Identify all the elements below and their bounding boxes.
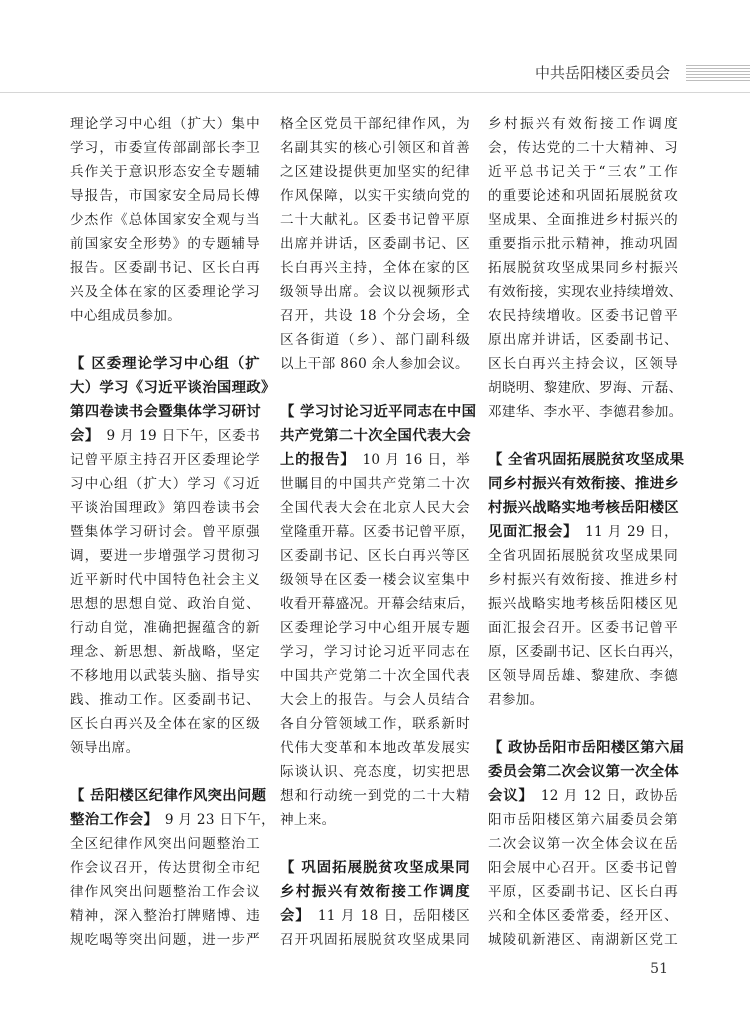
text-line	[280, 544, 470, 568]
text-line	[280, 904, 470, 928]
text-line	[488, 280, 683, 304]
body-text: 调，要进一步增强学习贯彻习	[70, 548, 260, 564]
text-line	[70, 520, 260, 544]
text-line	[70, 448, 260, 472]
body-text: 领导出席。	[70, 740, 140, 756]
text-line	[70, 856, 260, 880]
text-line	[280, 256, 470, 280]
body-text: 前国家安全形势》的专题辅导	[70, 236, 260, 252]
entry-heading: 共产党第二十次全国代表大会	[280, 428, 471, 444]
text-line	[280, 808, 470, 832]
text-line	[488, 928, 678, 952]
text-line	[488, 640, 683, 664]
body-text: 区委理论学习中心组开展专题	[280, 620, 470, 636]
text-line	[280, 352, 470, 376]
body-text: 践、推动工作。区委副书记、	[70, 692, 260, 708]
entry-heading: 上的报告】	[280, 452, 349, 468]
body-text: 兵作关于意识形态安全专题辅	[70, 164, 260, 180]
paragraph-gap	[488, 712, 678, 736]
text-line	[280, 616, 470, 640]
text-line	[70, 256, 260, 280]
header-rule	[0, 92, 750, 93]
body-text: 级领导出席。会议以视频形式	[280, 284, 470, 300]
text-line	[280, 184, 470, 208]
body-text: 11 月 18 日，岳阳楼区	[303, 908, 471, 924]
body-text: 规吃喝等突出问题，进一步严	[70, 932, 260, 948]
entry-heading: 【 学习讨论习近平同志在中国	[280, 404, 477, 420]
body-text: 级领导在区委一楼会议室集中	[280, 572, 470, 588]
text-line	[488, 592, 678, 616]
entry-heading: 委员会第二次会议第一次全体	[488, 764, 679, 780]
text-line	[280, 136, 470, 160]
text-line	[488, 664, 678, 688]
entry-heading: 会】	[280, 908, 304, 924]
paragraph-gap	[70, 328, 260, 352]
text-line	[488, 160, 678, 184]
body-text: 区各街道（乡）、部门副科级	[280, 332, 470, 348]
paragraph-gap	[280, 376, 470, 400]
body-text: 平原，区委副书记、区长白再	[488, 884, 678, 900]
body-text: 导报告，市国家安全局局长傅	[70, 188, 260, 204]
text-line	[488, 760, 678, 784]
body-text: 堂隆重开幕。区委书记曾平原，	[280, 524, 475, 540]
text-line	[70, 232, 260, 256]
text-line	[280, 232, 470, 256]
text-line	[280, 448, 470, 472]
text-line	[488, 688, 678, 712]
body-text: 乡村振兴有效衔接工作调度	[488, 116, 678, 132]
text-line	[70, 592, 260, 616]
text-line	[280, 328, 470, 352]
text-line	[280, 568, 470, 592]
entry-heading: 【 区委理论学习中心组（扩	[70, 356, 260, 372]
text-line	[70, 688, 260, 712]
text-line	[70, 304, 260, 328]
body-text: 世瞩目的中国共产党第二十次	[280, 476, 470, 492]
text-line	[280, 304, 470, 328]
entry-heading: 【 政协岳阳市岳阳楼区第六届	[488, 740, 685, 756]
body-text: 拓展脱贫攻坚成果同乡村振兴	[488, 260, 678, 276]
header-decorative-lines	[686, 65, 750, 83]
text-line	[70, 352, 260, 376]
text-line	[488, 856, 678, 880]
body-text: 报告。区委副书记、区长白再	[70, 260, 260, 276]
text-line	[488, 448, 685, 472]
body-text: 习中心组（扩大）学习《习近	[70, 476, 260, 492]
text-line	[280, 664, 470, 688]
body-text: 9 月 19 日下午，区委书	[92, 428, 260, 444]
text-line	[488, 544, 678, 568]
text-line	[488, 616, 678, 640]
text-line	[280, 160, 470, 184]
body-text: 原出席并讲话，区委副书记、	[488, 332, 678, 348]
text-line	[70, 544, 260, 568]
text-line	[488, 496, 678, 520]
text-column-2	[280, 112, 477, 952]
text-line	[70, 400, 260, 424]
text-line	[488, 904, 678, 928]
body-text: 区领导周岳雄、黎建欣、李德	[488, 668, 678, 684]
body-text: 9 月 23 日下午，	[150, 812, 276, 828]
text-line	[70, 784, 267, 808]
text-column-1	[70, 112, 276, 952]
body-text: 理念、新思想、新战略，坚定	[70, 644, 260, 660]
body-text: 二十大献礼。区委书记曾平原	[280, 212, 470, 228]
entry-heading: 第四卷读书会暨集体学习研讨	[70, 404, 261, 420]
entry-heading: 会】	[70, 428, 93, 444]
text-line	[70, 424, 260, 448]
entry-heading: 【 巩固拓展脱贫攻坚成果同	[280, 860, 470, 876]
body-text: 中心组成员参加。	[70, 308, 182, 324]
text-line	[70, 640, 260, 664]
text-line	[70, 928, 260, 952]
entry-heading: 整治工作会】	[70, 812, 151, 828]
text-line	[70, 808, 276, 832]
text-line	[488, 232, 678, 256]
body-text: 学习，市委宣传部副部长李卫	[70, 140, 260, 156]
text-line	[70, 568, 260, 592]
body-text: 近平新时代中国特色社会主义	[70, 572, 260, 588]
body-text: 各自分管领域工作，联系新时	[280, 716, 470, 732]
body-text: 11 月 29 日，	[570, 524, 678, 540]
text-line	[70, 280, 260, 304]
body-text: 作风保障，以实干实绩向党的	[280, 188, 470, 204]
body-text: 原，区委副书记、区长白再兴，	[488, 644, 683, 660]
body-text: 长白再兴主持，全体在家的区	[280, 260, 470, 276]
body-text: 12 月 12 日，政协岳	[526, 788, 679, 804]
body-text: 城陵矶新港区、南湖新区党工	[488, 932, 678, 948]
text-line	[488, 784, 678, 808]
text-line	[488, 472, 678, 496]
text-line	[280, 112, 470, 136]
text-line	[280, 856, 470, 880]
text-line	[488, 808, 678, 832]
body-text: 全省巩固拓展脱贫攻坚成果同	[488, 548, 678, 564]
body-text: 兴及全体在家的区委理论学习	[70, 284, 260, 300]
text-column-3	[488, 112, 685, 952]
body-text: 振兴战略实地考核岳阳楼区见	[488, 596, 678, 612]
text-line	[488, 352, 678, 376]
entry-heading: 【 岳阳楼区纪律作风突出问题	[70, 788, 267, 804]
body-text: 有效衔接，实现农业持续增效、	[488, 284, 683, 300]
text-line	[488, 304, 678, 328]
text-line	[280, 208, 470, 232]
body-text: 乡村振兴有效衔接、推进乡村	[488, 572, 678, 588]
body-text: 召开巩固拓展脱贫攻坚成果同	[280, 932, 470, 948]
body-text: 阳会展中心召开。区委书记曾	[488, 860, 678, 876]
body-text: 出席并讲话，区委副书记、区	[280, 236, 470, 252]
text-line	[280, 712, 470, 736]
body-text: 近平总书记关于“三农”工作	[488, 164, 678, 180]
text-line	[70, 184, 260, 208]
text-line	[488, 184, 678, 208]
body-text: 收看开幕盛况。开幕会结束后，	[280, 596, 475, 612]
text-line	[70, 712, 260, 736]
text-line	[70, 496, 260, 520]
text-line	[70, 664, 260, 688]
entry-heading: 乡村振兴有效衔接工作调度	[280, 884, 470, 900]
body-text: 少杰作《总体国家安全观与当	[70, 212, 260, 228]
text-line	[488, 400, 683, 424]
text-line	[70, 880, 260, 904]
body-text: 学习，学习讨论习近平同志在	[280, 644, 470, 660]
text-line	[488, 568, 678, 592]
text-line	[488, 832, 678, 856]
body-text: 召开，共设 18 个分会场，全	[280, 308, 470, 324]
body-text: 面汇报会召开。区委书记曾平	[488, 620, 678, 636]
text-line	[70, 208, 260, 232]
body-text: 区长白再兴主持会议，区领导	[488, 356, 678, 372]
paragraph-gap	[280, 832, 470, 856]
body-text: 之区建设提供更加坚实的纪律	[280, 164, 470, 180]
body-text: 的重要论述和巩固拓展脱贫攻	[488, 188, 678, 204]
body-text: 全区纪律作风突出问题整治工	[70, 836, 260, 852]
paragraph-gap	[70, 760, 260, 784]
body-text: 理论学习中心组（扩大）集中	[70, 116, 260, 132]
body-text: 重要指示批示精神，推动巩固	[488, 236, 678, 252]
body-text: 大会上的报告。与会人员结合	[280, 692, 470, 708]
text-line	[280, 520, 475, 544]
text-line	[488, 136, 678, 160]
entry-heading: 村振兴战略实地考核岳阳楼区	[488, 500, 679, 516]
body-text: 阳市岳阳楼区第六届委员会第	[488, 812, 678, 828]
text-line	[488, 256, 678, 280]
text-line	[488, 376, 683, 400]
body-text: 代伟大变革和本地改革发展实	[280, 740, 470, 756]
body-text: 不移地用以武装头脑、指导实	[70, 668, 260, 684]
body-text: 区长白再兴及全体在家的区级	[70, 716, 260, 732]
body-text: 记曾平原主持召开区委理论学	[70, 452, 260, 468]
entry-heading: 大）学习《习近平谈治国理政》	[70, 380, 276, 396]
body-text: 想和行动统一到党的二十大精	[280, 788, 470, 804]
text-line	[280, 784, 470, 808]
text-line	[280, 424, 470, 448]
body-text: 10 月 16 日，举	[348, 452, 470, 468]
text-line	[280, 880, 470, 904]
text-line	[70, 736, 260, 760]
body-text: 行动自觉，准确把握蕴含的新	[70, 620, 260, 636]
text-line	[280, 736, 470, 760]
body-text: 兴和全体区委常委，经开区、	[488, 908, 678, 924]
text-line	[280, 472, 470, 496]
body-text: 全国代表大会在北京人民大会	[280, 500, 470, 516]
text-line	[488, 736, 685, 760]
text-line	[488, 112, 678, 136]
entry-heading: 会议】	[488, 788, 527, 804]
paragraph-gap	[488, 424, 678, 448]
body-text: 精神，深入整治打牌赌博、违	[70, 908, 260, 924]
text-line	[488, 208, 678, 232]
body-text: 律作风突出问题整治工作会议	[70, 884, 260, 900]
body-text: 胡晓明、黎建欣、罗海、亓磊、	[488, 380, 683, 396]
text-line	[488, 880, 678, 904]
text-line	[70, 160, 260, 184]
text-line	[70, 904, 260, 928]
entry-heading: 【 全省巩固拓展脱贫攻坚成果	[488, 452, 685, 468]
text-line	[70, 112, 260, 136]
header-title: 中共岳阳楼区委员会	[534, 64, 670, 82]
body-text: 会，传达党的二十大精神、习	[488, 140, 678, 156]
text-line	[280, 280, 470, 304]
text-line	[280, 592, 475, 616]
body-text: 神上来。	[280, 812, 336, 828]
text-line	[70, 616, 260, 640]
text-line	[280, 928, 470, 952]
text-line	[70, 136, 260, 160]
text-line	[70, 376, 276, 400]
body-text: 作会议召开，传达贯彻全市纪	[70, 860, 260, 876]
text-line	[488, 520, 678, 544]
text-line	[70, 832, 260, 856]
body-text: 格全区党员干部纪律作风，为	[280, 116, 470, 132]
body-text: 君参加。	[488, 692, 544, 708]
body-text: 思想的思想自觉、政治自觉、	[70, 596, 260, 612]
body-text: 区委副书记、区长白再兴等区	[280, 548, 470, 564]
body-text: 邓建华、李水平、李德君参加。	[488, 404, 683, 420]
page-number: 51	[650, 961, 668, 977]
body-text: 二次会议第一次全体会议在岳	[488, 836, 678, 852]
body-text: 际谈认识、亮态度，切实把思	[280, 764, 470, 780]
body-text: 中国共产党第二十次全国代表	[280, 668, 470, 684]
text-line	[280, 688, 470, 712]
body-text: 农民持续增收。区委书记曾平	[488, 308, 678, 324]
entry-heading: 见面汇报会】	[488, 524, 571, 540]
body-text: 坚成果、全面推进乡村振兴的	[488, 212, 678, 228]
entry-heading: 同乡村振兴有效衔接、推进乡	[488, 476, 679, 492]
body-text: 名副其实的核心引领区和首善	[280, 140, 470, 156]
running-header	[0, 62, 750, 84]
text-line	[280, 400, 477, 424]
body-text: 以上干部 860 余人参加会议。	[280, 356, 469, 372]
text-line	[280, 760, 470, 784]
body-text: 暨集体学习研讨会。曾平原强	[70, 524, 260, 540]
text-line	[70, 472, 260, 496]
text-line	[280, 496, 470, 520]
body-text: 平谈治国理政》第四卷读书会	[70, 500, 260, 516]
text-line	[280, 640, 470, 664]
text-line	[488, 328, 678, 352]
